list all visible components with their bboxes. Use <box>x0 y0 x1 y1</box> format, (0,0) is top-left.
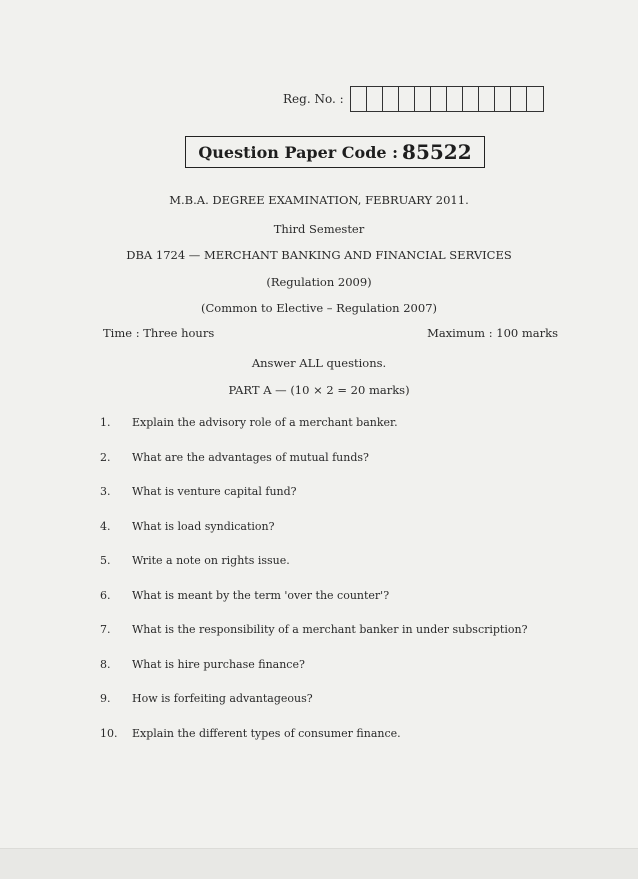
question-number: 4. <box>100 519 111 533</box>
question-text: What is the responsibility of a merchant banker in under subscription? <box>132 623 528 636</box>
reg-number-box <box>383 87 399 111</box>
question-item <box>100 520 600 555</box>
question-text: What are the advantages of mutual funds? <box>132 450 369 464</box>
question-text: How is forfeiting advantageous? <box>132 692 313 705</box>
common-regulation: (Common to Elective – Regulation 2007) <box>201 301 437 315</box>
question-number: 6. <box>100 588 111 602</box>
question-number: 3. <box>100 485 111 498</box>
question-item <box>100 727 600 762</box>
question-text: Explain the different types of consumer finance. <box>132 726 401 740</box>
time-marks-row <box>103 326 558 340</box>
reg-number-box <box>431 87 447 111</box>
question-item <box>100 416 600 451</box>
question-text: What is meant by the term 'over the counter'? <box>132 588 390 602</box>
reg-number-box <box>463 87 479 111</box>
question-text: Write a note on rights issue. <box>132 554 290 567</box>
question-number: 8. <box>100 657 111 671</box>
reg-number-box <box>399 87 415 111</box>
question-item <box>100 623 600 658</box>
question-text: What is load syndication? <box>132 519 275 533</box>
reg-number-box <box>479 87 495 111</box>
maximum-marks: Maximum : 100 marks <box>427 326 558 340</box>
regulation: (Regulation 2009) <box>266 275 372 289</box>
question-item <box>100 658 600 693</box>
reg-number-box <box>527 87 543 111</box>
question-paper-code-label: Question Paper Code : <box>198 142 399 162</box>
question-item <box>100 692 600 727</box>
question-item <box>100 589 600 624</box>
question-number: 10. <box>100 726 118 740</box>
question-number: 7. <box>100 623 111 636</box>
question-paper-code-number: 85522 <box>402 140 472 164</box>
reg-number-box <box>415 87 431 111</box>
reg-number-box <box>495 87 511 111</box>
question-item <box>100 485 600 520</box>
reg-number-box <box>447 87 463 111</box>
question-text: What is hire purchase finance? <box>132 657 305 671</box>
reg-number-boxes <box>350 86 544 112</box>
question-text: Explain the advisory role of a merchant banker. <box>132 416 398 429</box>
course-title: DBA 1724 — MERCHANT BANKING AND FINANCIAL SERVICES <box>126 248 512 262</box>
page-bottom-edge <box>0 848 638 879</box>
exam-title: M.B.A. DEGREE EXAMINATION, FEBRUARY 2011. <box>169 193 469 207</box>
question-text: What is venture capital fund? <box>132 485 297 498</box>
semester: Third Semester <box>273 222 365 236</box>
reg-number-label: Reg. No. : <box>283 92 344 106</box>
exam-duration: Time : Three hours <box>103 326 215 340</box>
instruction: Answer ALL questions. <box>251 356 387 370</box>
question-paper-code-box <box>185 136 485 168</box>
question-item <box>100 451 600 486</box>
question-item <box>100 554 600 589</box>
reg-number-box <box>511 87 527 111</box>
part-a-heading: PART A — (10 × 2 = 20 marks) <box>228 383 410 397</box>
question-number: 1. <box>100 416 111 429</box>
reg-number-row <box>283 86 544 112</box>
reg-number-box <box>351 87 367 111</box>
reg-number-box <box>367 87 383 111</box>
question-list <box>100 416 600 761</box>
question-number: 5. <box>100 554 111 567</box>
question-number: 2. <box>100 450 111 464</box>
question-number: 9. <box>100 692 111 705</box>
